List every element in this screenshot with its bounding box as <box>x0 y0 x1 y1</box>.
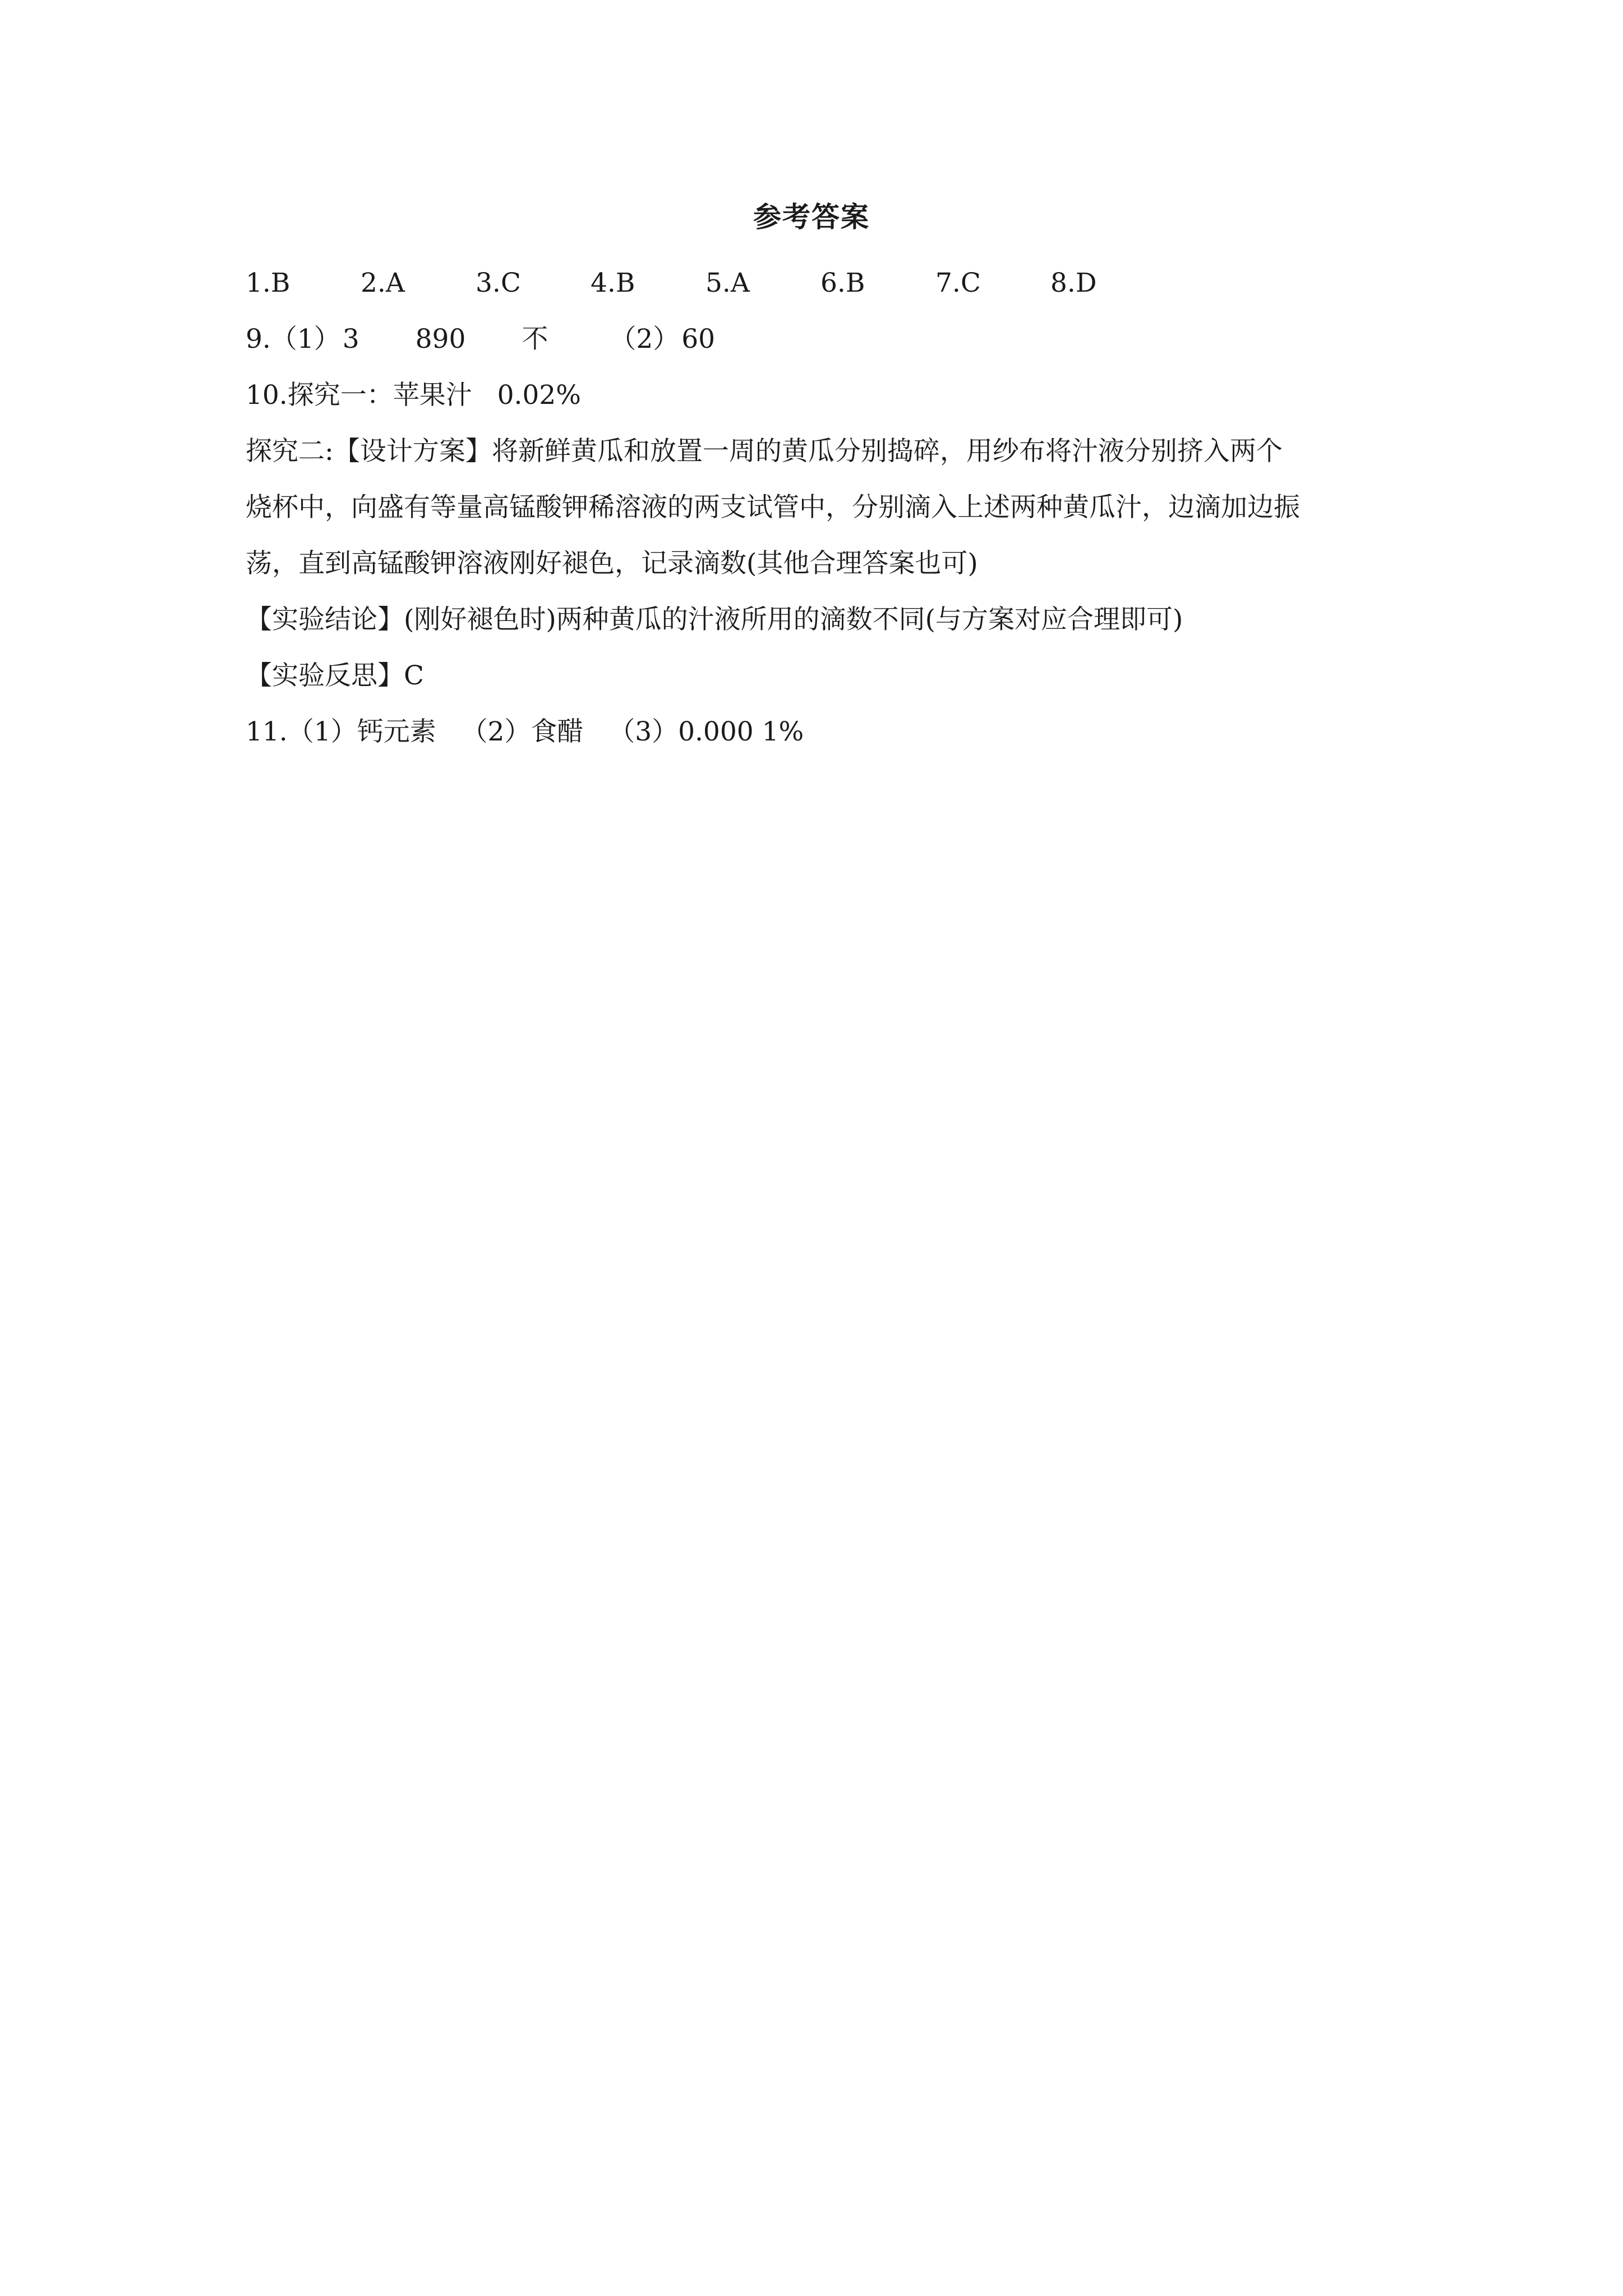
answer-5: 5.A <box>706 268 750 298</box>
q9-number: 9. <box>246 324 271 355</box>
q9-part2-label: （2） <box>610 324 680 355</box>
answer-8: 8.D <box>1050 268 1097 298</box>
q9-part1-label: （1） <box>270 324 340 355</box>
q10-line-1: 10.探究一：苹果汁 0.02% <box>246 380 581 411</box>
q9-part1-value3: 不 <box>522 324 548 355</box>
q9-part2-value: 60 <box>681 324 716 355</box>
answer-3: 3.C <box>476 268 521 298</box>
answer-content <box>246 255 1390 760</box>
q10-line-6: 【实验反思】C <box>246 660 424 691</box>
answer-2: 2.A <box>361 268 405 298</box>
answer-7: 7.C <box>935 268 981 298</box>
q10-line-4: 荡，直到高锰酸钾溶液刚好褪色，记录滴数(其他合理答案也可) <box>246 548 978 579</box>
answer-1: 1.B <box>246 268 291 298</box>
q10-line-5: 【实验结论】(刚好褪色时)两种黄瓜的汁液所用的滴数不同(与方案对应合理即可) <box>246 604 1183 635</box>
answer-4: 4.B <box>591 268 635 298</box>
page-title: 参考答案 <box>753 200 870 233</box>
question-9-answer <box>246 311 1390 367</box>
q10-line-3: 烧杯中，向盛有等量高锰酸钾稀溶液的两支试管中，分别滴入上述两种黄瓜汁，边滴加边振 <box>246 492 1300 523</box>
q9-part1-value1: 3 <box>342 324 359 355</box>
q11-answer: 11.（1）钙元素 （2）食醋 （3）0.000 1% <box>246 716 804 747</box>
multiple-choice-answers <box>246 255 1390 311</box>
answer-6: 6.B <box>820 268 865 298</box>
q10-line-2: 探究二:【设计方案】将新鲜黄瓜和放置一周的黄瓜分别捣碎，用纱布将汁液分别挤入两个 <box>246 436 1283 467</box>
q9-part1-value2: 890 <box>415 324 466 355</box>
